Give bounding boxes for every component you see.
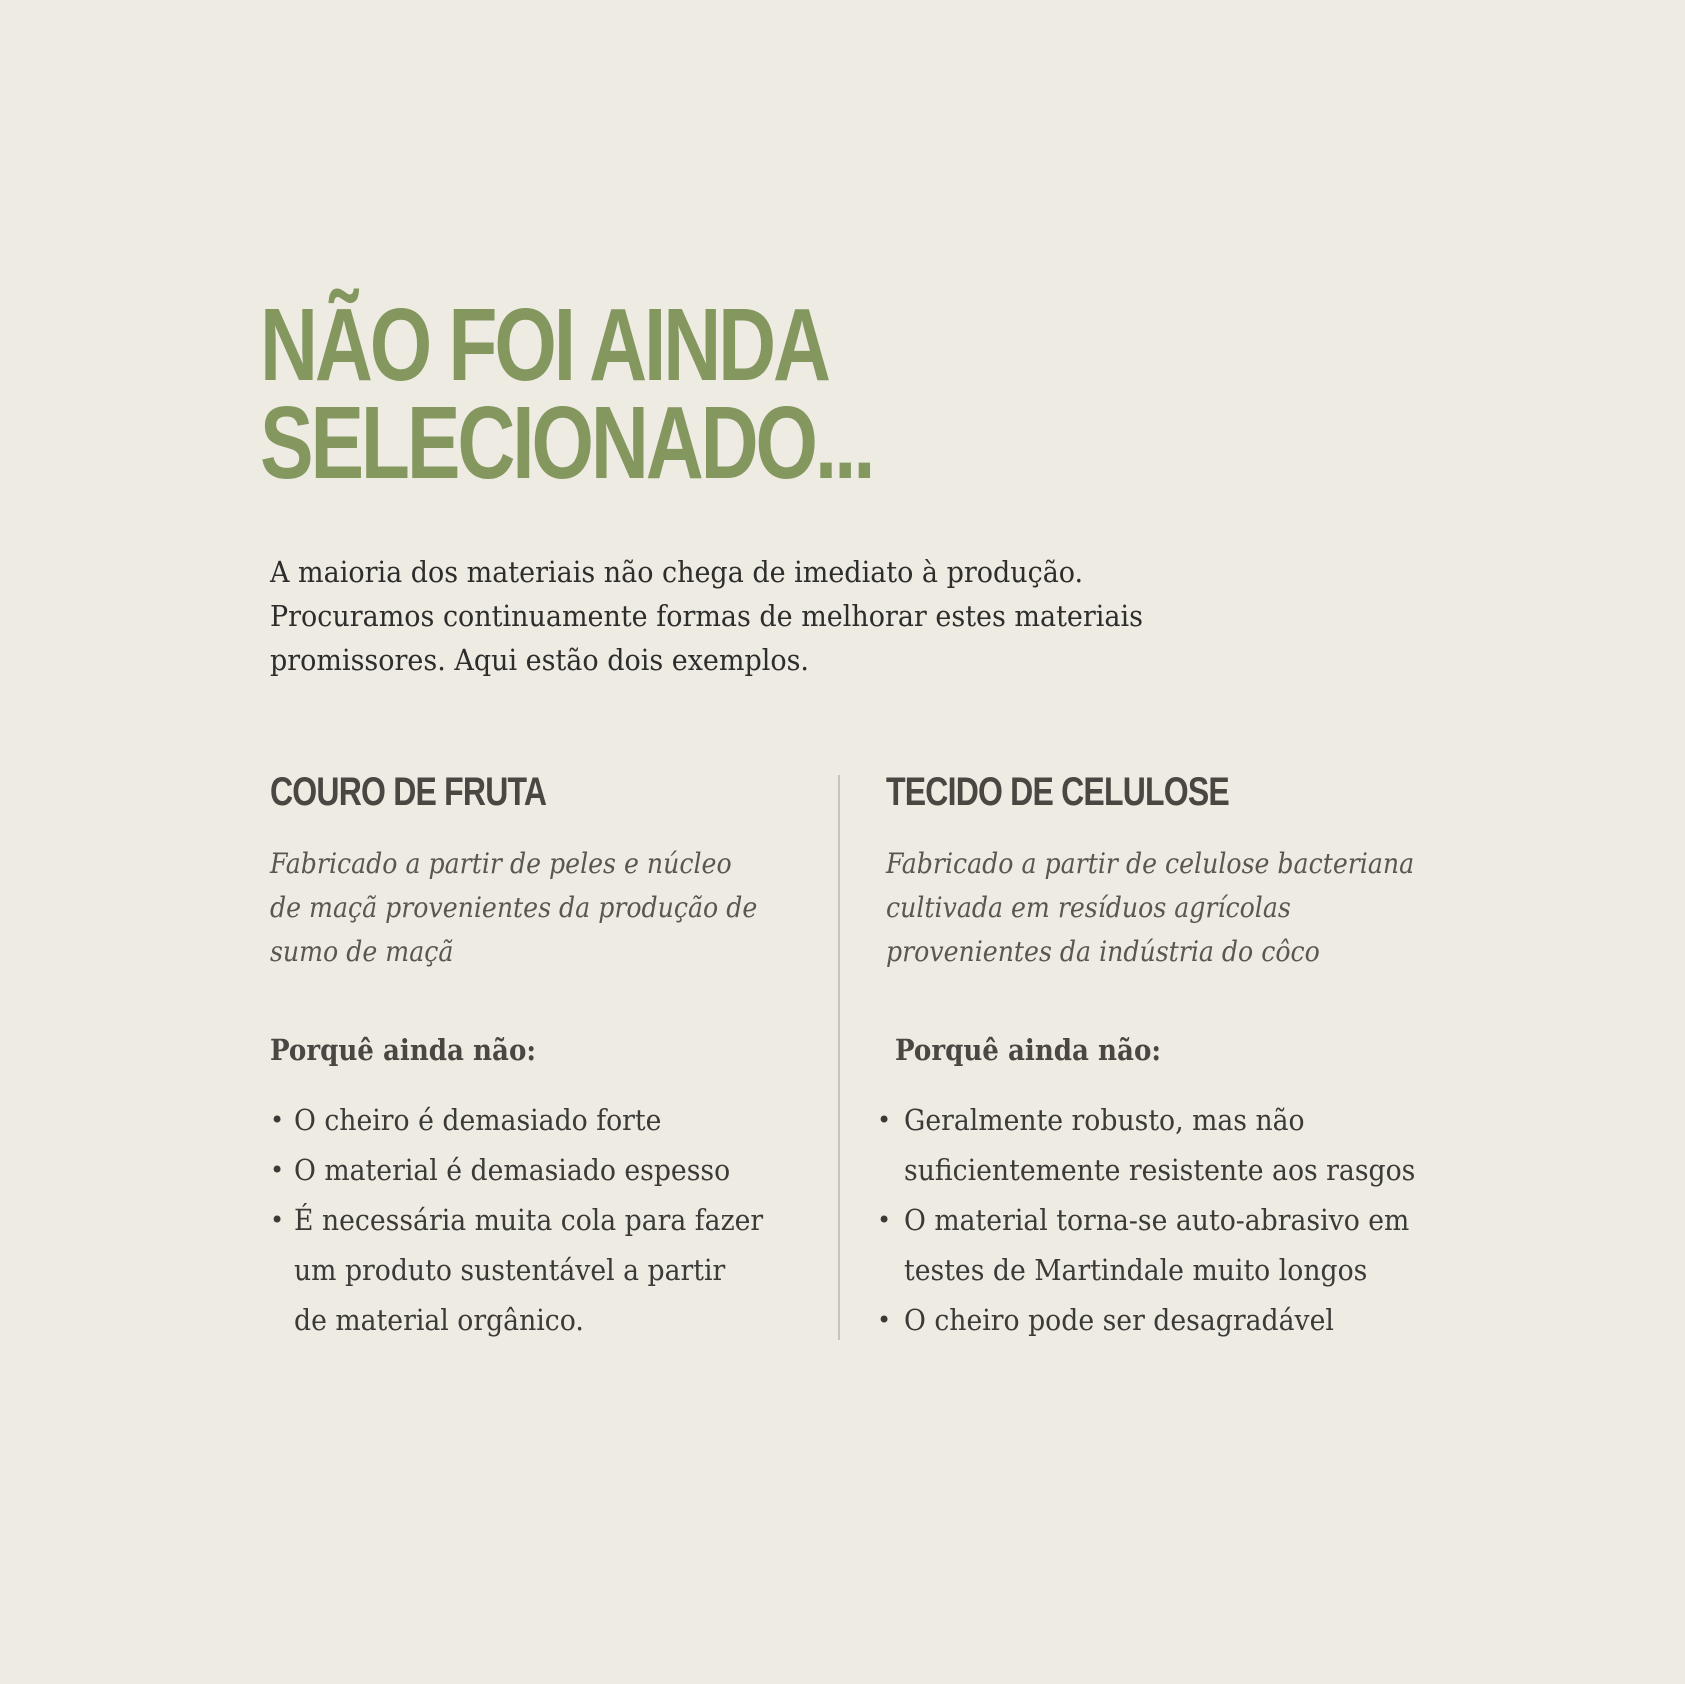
list-item-text: suficientemente resistente aos rasgos: [904, 1153, 1416, 1187]
list-item-text: testes de Martindale muito longos: [904, 1253, 1368, 1287]
intro-line: A maioria dos materiais não chega de imediato à produção.: [270, 555, 1084, 589]
list-item: [877, 1195, 1460, 1295]
cellulose-fabric-reasons-list: [877, 1095, 1460, 1345]
cellulose-fabric-why-label: Porquê ainda não:: [895, 1033, 1161, 1067]
list-item: [270, 1145, 804, 1195]
cellulose-fabric-column: [877, 770, 1486, 1337]
fruit-leather-description: [270, 842, 811, 974]
description-line: de maçã provenientes da produção de: [270, 891, 758, 924]
list-item: [270, 1095, 804, 1145]
intro-line: Procuramos continuamente formas de melhorar estes materiais: [270, 599, 1143, 633]
fruit-leather-why-label: Porquê ainda não:: [270, 1033, 536, 1067]
intro-line: promissores. Aqui estão dois exemplos.: [270, 643, 809, 677]
list-item-text: É necessária muita cola para fazer: [294, 1203, 764, 1237]
fruit-leather-reasons-list: [270, 1095, 804, 1345]
list-item-text: O cheiro é demasiado forte: [294, 1103, 662, 1137]
bullet-icon: •: [877, 1106, 892, 1134]
fruit-leather-heading: COURO DE FRUTA: [270, 770, 547, 814]
list-item-text: O material torna-se auto-abrasivo em: [904, 1203, 1410, 1237]
page-title: [260, 287, 873, 500]
column-divider: [838, 775, 840, 1340]
bullet-icon: •: [877, 1206, 892, 1234]
bullet-icon: •: [270, 1106, 285, 1134]
list-item-text: O material é demasiado espesso: [294, 1153, 731, 1187]
bullet-icon: •: [270, 1156, 285, 1184]
page-title-line-1: NÃO FOI AINDA: [260, 287, 828, 402]
cellulose-fabric-description: [886, 842, 1473, 974]
list-item-text: O cheiro pode ser desagradável: [904, 1303, 1334, 1337]
page-title-line-2: SELECIONADO...: [260, 385, 873, 500]
description-line: sumo de maçã: [270, 935, 454, 968]
description-line: Fabricado a partir de celulose bacteriana: [886, 847, 1415, 880]
list-item-text: de material orgânico.: [294, 1303, 584, 1337]
bullet-icon: •: [270, 1206, 285, 1234]
description-line: cultivada em resíduos agrícolas: [886, 891, 1291, 924]
description-line: Fabricado a partir de peles e núcleo: [270, 847, 732, 880]
list-item: [877, 1095, 1460, 1195]
list-item-text: um produto sustentável a partir: [294, 1253, 726, 1287]
intro-paragraph: [270, 550, 1250, 682]
cellulose-fabric-heading: TECIDO DE CELULOSE: [886, 770, 1229, 814]
bullet-icon: •: [877, 1306, 892, 1334]
list-item: [270, 1195, 804, 1345]
list-item-text: Geralmente robusto, mas não: [904, 1103, 1305, 1137]
list-item: [877, 1295, 1460, 1345]
fruit-leather-column: [270, 770, 810, 1337]
description-line: provenientes da indústria do côco: [886, 935, 1320, 968]
